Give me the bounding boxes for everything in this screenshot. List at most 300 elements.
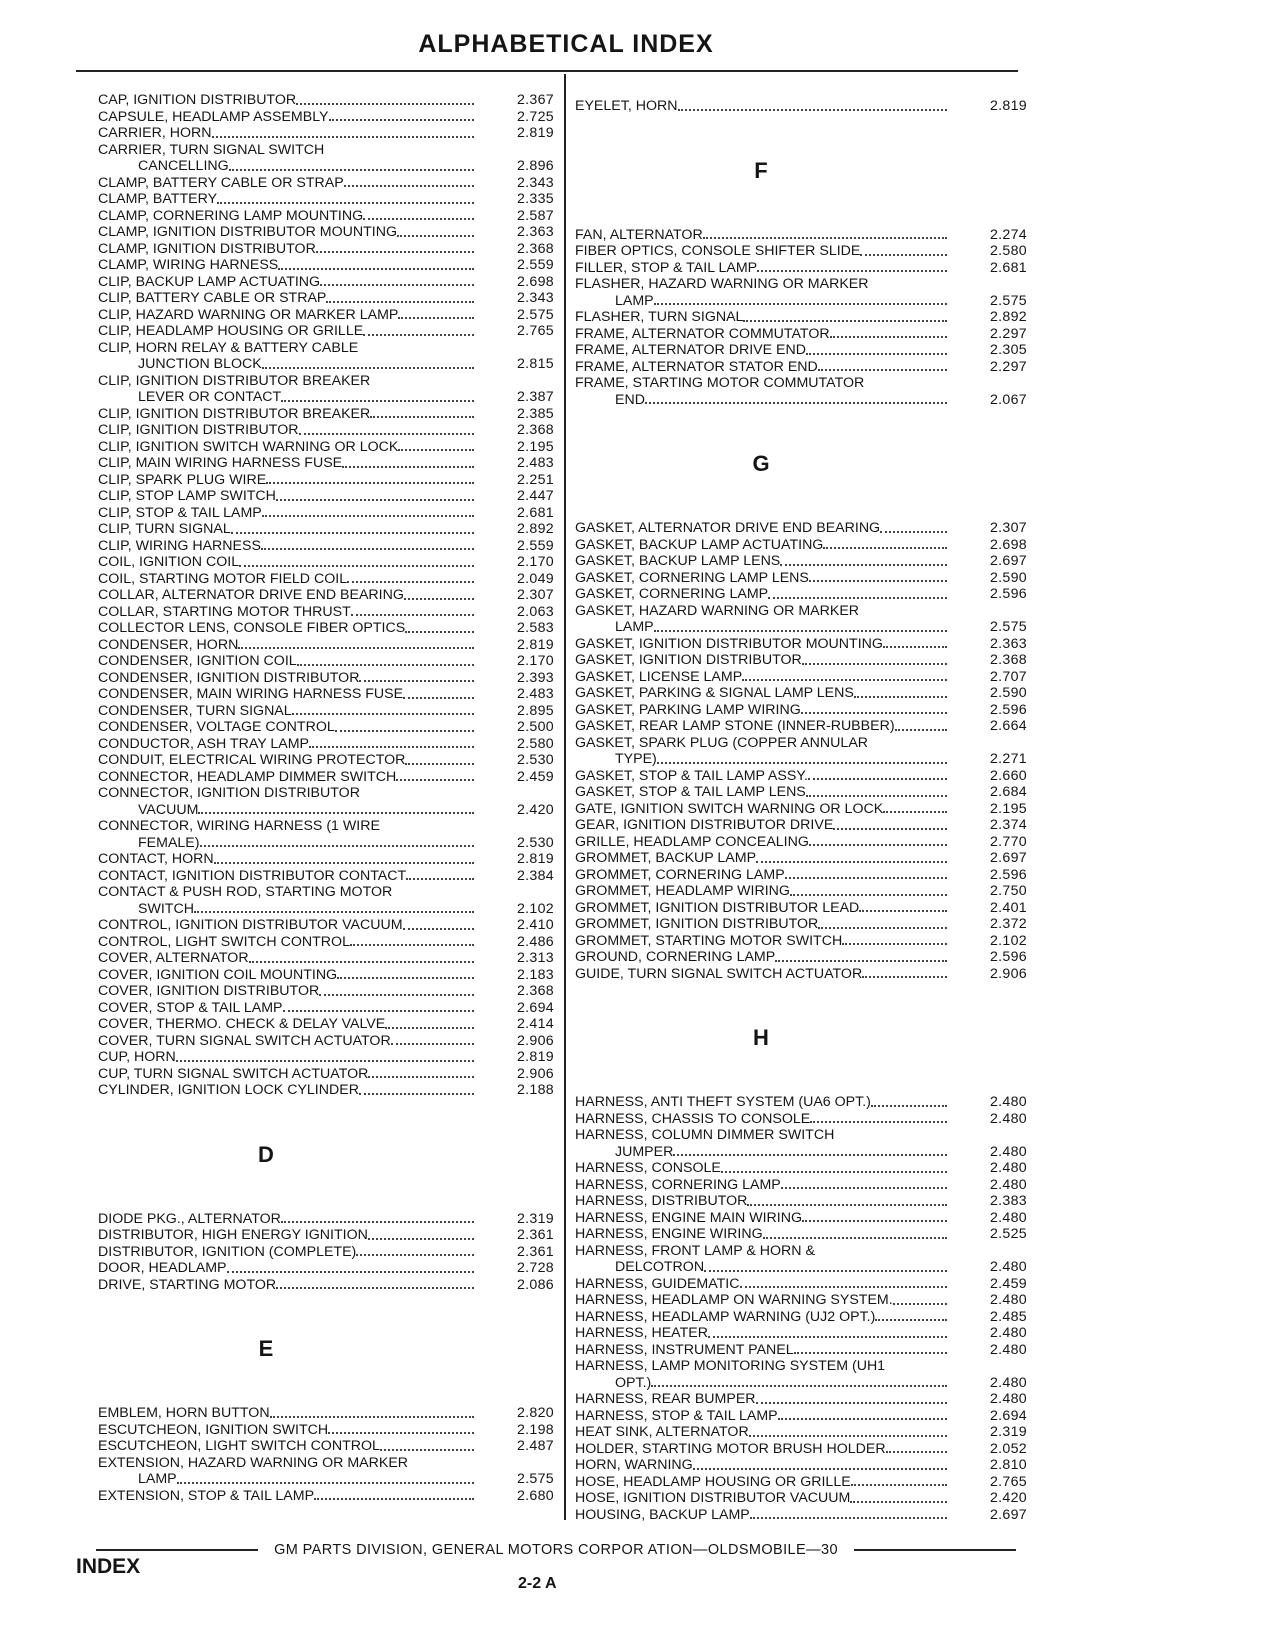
dot-leader <box>356 1251 474 1256</box>
entry-page-number: 2.698 <box>516 273 554 290</box>
entry-name: CLIP, HAZARD WARNING OR MARKER LAMP <box>98 306 399 323</box>
index-entry-heading <box>575 1127 1027 1144</box>
entry-page-number: 2.680 <box>516 1487 554 1504</box>
entry-name: CUP, HORN <box>98 1049 176 1065</box>
index-entry <box>98 1211 554 1228</box>
entry-name: COVER, IGNITION DISTRIBUTOR <box>98 983 320 999</box>
entry-page-number: 2.681 <box>516 504 554 521</box>
entry-name: FRAME, ALTERNATOR DRIVE END <box>575 342 806 358</box>
dot-leader <box>380 1446 474 1451</box>
dot-leader <box>406 875 474 880</box>
index-entry <box>575 309 1027 326</box>
entry-name: CAP, IGNITION DISTRIBUTOR <box>98 92 297 108</box>
entry-page-number: 2.525 <box>989 1226 1027 1242</box>
index-entry <box>98 835 554 852</box>
entry-name: FLASHER, HAZARD WARNING OR MARKER <box>575 276 869 292</box>
dot-leader <box>351 611 474 616</box>
index-entry <box>98 1049 554 1066</box>
dot-leader <box>833 825 947 830</box>
entry-page-number: 2.819 <box>516 125 554 141</box>
entry-name: DELCOTRON <box>615 1259 705 1275</box>
dot-leader <box>262 512 474 517</box>
entry-name: CLAMP, IGNITION DISTRIBUTOR <box>98 240 316 257</box>
index-entry <box>575 1144 1027 1161</box>
entry-page-number: 2.681 <box>989 259 1027 276</box>
dot-leader <box>370 413 474 418</box>
entry-name: GASKET, IGNITION DISTRIBUTOR <box>575 652 802 668</box>
dot-leader <box>802 660 947 665</box>
dot-leader <box>802 1217 947 1222</box>
index-entry <box>575 801 1027 818</box>
dot-leader <box>818 366 947 371</box>
entry-name: HARNESS, GUIDEMATIC <box>575 1275 740 1292</box>
dot-leader <box>860 251 947 256</box>
index-entry-heading <box>98 340 554 357</box>
index-entry <box>98 191 554 208</box>
index-entry <box>98 1405 554 1422</box>
entry-name: EXTENSION, STOP & TAIL LAMP <box>98 1487 315 1504</box>
dot-leader <box>704 1267 947 1272</box>
dot-leader <box>806 792 947 797</box>
entry-name: COVER, TURN SIGNAL SWITCH ACTUATOR <box>98 1032 391 1049</box>
entry-name: FIBER OPTICS, CONSOLE SHIFTER SLIDE <box>575 243 861 259</box>
entry-name: HARNESS, COLUMN DIMMER SWITCH <box>575 1127 835 1143</box>
index-entry <box>98 1082 554 1099</box>
index-entry <box>575 243 1027 260</box>
entry-name: CONTROL, LIGHT SWITCH CONTROL <box>98 933 350 950</box>
entry-name: CONDUCTOR, ASH TRAY LAMP <box>98 735 310 752</box>
dot-leader <box>227 1268 475 1273</box>
dot-leader <box>404 595 474 600</box>
index-entry <box>98 323 554 340</box>
entry-page-number: 2.414 <box>516 1016 554 1032</box>
index-entry <box>98 1277 554 1294</box>
index-entry <box>98 967 554 984</box>
index-entry <box>98 1422 554 1439</box>
entry-page-number: 2.725 <box>516 108 554 125</box>
index-entry <box>98 950 554 967</box>
dot-leader <box>368 1073 474 1078</box>
dot-leader <box>347 578 474 583</box>
index-entry <box>575 669 1027 686</box>
index-entry <box>575 520 1027 537</box>
entry-name: GROMMET, IGNITION DISTRIBUTOR LEAD <box>575 899 860 916</box>
entry-name: CONDENSER, HORN <box>98 636 239 653</box>
dot-leader <box>763 1234 947 1239</box>
entry-name: CLIP, STOP LAMP SWITCH <box>98 488 276 504</box>
entry-name: HOUSING, BACKUP LAMP <box>575 1506 750 1523</box>
index-entry <box>98 1244 554 1261</box>
dot-leader <box>790 891 947 896</box>
entry-page-number: 2.892 <box>989 309 1027 325</box>
entry-page-number: 2.459 <box>989 1275 1027 1292</box>
entry-name: CONTACT, HORN <box>98 851 214 867</box>
entry-page-number: 2.750 <box>989 883 1027 899</box>
footer-line <box>96 1542 1016 1558</box>
entry-name: CLAMP, BATTERY <box>98 191 218 207</box>
index-entry <box>575 685 1027 702</box>
dot-leader <box>200 842 475 847</box>
dot-leader <box>895 726 947 731</box>
index-entry <box>98 125 554 142</box>
dot-leader <box>403 694 474 699</box>
entry-name: CLIP, IGNITION DISTRIBUTOR BREAKER <box>98 372 371 389</box>
entry-name: CONDENSER, IGNITION COIL <box>98 653 297 669</box>
index-entry-heading <box>98 1455 554 1472</box>
entry-page-number: 2.188 <box>516 1082 554 1098</box>
entry-page-number: 2.697 <box>989 850 1027 866</box>
index-entry <box>98 224 554 241</box>
index-entry <box>98 92 554 109</box>
dot-leader <box>806 350 947 355</box>
dot-leader <box>309 743 474 748</box>
index-entry-heading <box>575 603 1027 620</box>
index-entry <box>575 718 1027 735</box>
entry-page-number: 2.765 <box>989 1473 1027 1490</box>
entry-name: DOOR, HEADLAMP <box>98 1260 227 1276</box>
entry-page-number: 2.697 <box>989 1506 1027 1523</box>
entry-name: CONNECTOR, IGNITION DISTRIBUTOR <box>98 785 360 801</box>
index-entry <box>575 1457 1027 1474</box>
entry-name: CLAMP, WIRING HARNESS <box>98 257 279 273</box>
index-entry <box>98 1000 554 1017</box>
entry-page-number: 2.580 <box>516 735 554 752</box>
dot-leader <box>198 809 474 814</box>
entry-page-number: 2.198 <box>516 1421 554 1438</box>
entry-page-number: 2.052 <box>989 1440 1027 1457</box>
dot-leader <box>299 430 475 435</box>
index-entry <box>575 1474 1027 1491</box>
index-entry <box>575 949 1027 966</box>
dot-leader <box>239 562 474 567</box>
entry-page-number: 2.374 <box>989 817 1027 833</box>
entry-page-number: 2.383 <box>989 1193 1027 1209</box>
dot-leader <box>654 627 947 632</box>
entry-name: CYLINDER, IGNITION LOCK CYLINDER <box>98 1082 359 1098</box>
entry-name: FEMALE) <box>138 834 200 851</box>
index-entry <box>575 1210 1027 1227</box>
entry-page-number: 2.483 <box>516 686 554 702</box>
index-entry-heading <box>98 818 554 835</box>
entry-page-number: 2.183 <box>516 966 554 983</box>
dot-leader <box>344 182 474 187</box>
index-entry <box>98 719 554 736</box>
index-entry <box>575 359 1027 376</box>
entry-name: CLIP, HORN RELAY & BATTERY CABLE <box>98 339 359 356</box>
entry-page-number: 2.480 <box>989 1176 1027 1193</box>
index-entry <box>575 1226 1027 1243</box>
entry-page-number: 2.410 <box>516 917 554 933</box>
entry-name: COLLAR, STARTING MOTOR THRUST <box>98 603 351 620</box>
dot-leader <box>398 314 474 319</box>
entry-name: DIODE PKG., ALTERNATOR <box>98 1210 281 1227</box>
index-entry <box>575 652 1027 669</box>
entry-name: HARNESS, CONSOLE <box>575 1160 721 1176</box>
dot-leader <box>177 1479 474 1484</box>
entry-page-number: 2.274 <box>989 226 1027 243</box>
entry-name: LAMP <box>138 1471 177 1487</box>
entry-page-number: 2.819 <box>516 851 554 867</box>
dot-leader <box>743 317 947 322</box>
index-entry <box>98 307 554 324</box>
entry-name: GRILLE, HEADLAMP CONCEALING <box>575 833 809 850</box>
dot-leader <box>842 940 947 945</box>
entry-name: COVER, THERMO. CHECK & DELAY VALVE <box>98 1016 386 1032</box>
entry-page-number: 2.420 <box>516 801 554 818</box>
entry-page-number: 2.447 <box>516 488 554 504</box>
entry-page-number: 2.313 <box>516 950 554 966</box>
dot-leader <box>756 858 947 863</box>
index-entry <box>98 637 554 654</box>
entry-page-number: 2.319 <box>516 1210 554 1227</box>
dot-leader <box>693 1465 947 1470</box>
index-entry <box>575 933 1027 950</box>
entry-name: END <box>615 391 645 408</box>
dot-leader <box>768 594 947 599</box>
entry-name: GROMMET, STARTING MOTOR SWITCH <box>575 932 843 949</box>
dot-leader <box>818 924 947 929</box>
dot-leader <box>794 1349 947 1354</box>
dot-leader <box>283 1007 475 1012</box>
entry-name: VACUUM <box>138 801 199 818</box>
entry-page-number: 2.384 <box>516 867 554 884</box>
entry-page-number: 2.530 <box>516 834 554 851</box>
dot-leader <box>871 1102 947 1107</box>
entry-name: CONTACT & PUSH ROD, STARTING MOTOR <box>98 884 393 900</box>
entry-name: COVER, STOP & TAIL LAMP <box>98 999 283 1016</box>
entry-page-number: 2.102 <box>989 932 1027 949</box>
section-letter: F <box>754 157 768 183</box>
entry-name: GROUND, CORNERING LAMP <box>575 949 776 965</box>
entry-name: CONTROL, IGNITION DISTRIBUTOR VACUUM <box>98 917 403 933</box>
index-entry <box>98 868 554 885</box>
entry-name: CONDENSER, VOLTAGE CONTROL <box>98 719 335 735</box>
entry-page-number: 2.575 <box>989 619 1027 635</box>
index-entry <box>98 109 554 126</box>
entry-name: FAN, ALTERNATOR <box>575 226 703 243</box>
entry-name: GROMMET, IGNITION DISTRIBUTOR <box>575 916 819 932</box>
section-letter: H <box>753 1025 769 1050</box>
index-entry <box>98 158 554 175</box>
entry-page-number: 2.483 <box>516 455 554 471</box>
index-entry <box>575 570 1027 587</box>
entry-page-number: 2.486 <box>516 933 554 950</box>
entry-page-number: 2.575 <box>989 292 1027 309</box>
entry-page-number: 2.459 <box>516 768 554 785</box>
index-entry <box>98 554 554 571</box>
index-entry-heading <box>98 785 554 802</box>
entry-page-number: 2.385 <box>516 405 554 422</box>
dot-leader <box>654 300 947 305</box>
dot-leader <box>750 1514 947 1519</box>
index-entry <box>575 768 1027 785</box>
index-entry <box>98 290 554 307</box>
footer-rule-left <box>96 1549 258 1551</box>
index-entry <box>98 439 554 456</box>
index-entry <box>575 1375 1027 1392</box>
entry-page-number: 2.393 <box>516 669 554 686</box>
dot-leader <box>823 544 947 549</box>
index-entry <box>575 227 1027 244</box>
entry-page-number: 2.368 <box>516 422 554 438</box>
entry-name: GASKET, REAR LAMP STONE (INNER-RUBBER) <box>575 718 895 734</box>
dot-leader <box>398 446 474 451</box>
entry-name: GASKET, PARKING & SIGNAL LAMP LENS <box>575 685 854 701</box>
entry-name: ESCUTCHEON, IGNITION SWITCH <box>98 1421 329 1438</box>
entry-name: CLIP, BATTERY CABLE OR STRAP <box>98 290 327 306</box>
index-entry <box>575 702 1027 719</box>
index-entry <box>98 488 554 505</box>
index-entry <box>98 472 554 489</box>
entry-name: COIL, IGNITION COIL <box>98 554 240 570</box>
entry-name: HOSE, HEADLAMP HOUSING OR GRILLE <box>575 1473 851 1490</box>
index-entry-heading <box>575 735 1027 752</box>
index-entry <box>575 1094 1027 1111</box>
entry-name: CLIP, HEADLAMP HOUSING OR GRILLE <box>98 323 364 339</box>
entry-page-number: 2.251 <box>516 471 554 488</box>
footer-division-text: GM PARTS DIVISION, GENERAL MOTORS CORPOR ATION—OLDSMOBILE—30 <box>274 1542 838 1558</box>
entry-name: COVER, ALTERNATOR <box>98 950 249 966</box>
dot-leader <box>886 1448 947 1453</box>
dot-leader <box>809 841 947 846</box>
entry-name: CLIP, IGNITION DISTRIBUTOR BREAKER <box>98 405 371 422</box>
entry-name: HARNESS, CORNERING LAMP <box>575 1176 781 1193</box>
dot-leader <box>780 561 947 566</box>
entry-name: CLIP, SPARK PLUG WIRE <box>98 471 267 488</box>
entry-name: CONNECTOR, HEADLAMP DIMMER SWITCH <box>98 768 397 785</box>
index-entry <box>575 1259 1027 1276</box>
entry-page-number: 2.480 <box>989 1160 1027 1176</box>
dot-leader <box>231 529 474 534</box>
entry-name: CUP, TURN SIGNAL SWITCH ACTUATOR <box>98 1065 369 1082</box>
index-entry <box>98 604 554 621</box>
index-entry <box>98 670 554 687</box>
index-entry <box>98 1033 554 1050</box>
entry-page-number: 2.575 <box>516 306 554 323</box>
entry-name: GASKET, HAZARD WARNING OR MARKER <box>575 602 860 619</box>
entry-page-number: 2.307 <box>516 587 554 603</box>
index-entry-heading <box>575 276 1027 293</box>
entry-name: CANCELLING <box>138 158 229 174</box>
dot-leader <box>862 973 947 978</box>
entry-page-number: 2.530 <box>516 752 554 768</box>
index-entry <box>575 850 1027 867</box>
dot-leader <box>875 1316 947 1321</box>
entry-page-number: 2.372 <box>989 916 1027 932</box>
entry-page-number: 2.596 <box>989 586 1027 602</box>
dot-leader <box>292 710 474 715</box>
entry-name: HEAT SINK, ALTERNATOR <box>575 1424 749 1440</box>
dot-leader <box>249 958 474 963</box>
dot-leader <box>883 643 947 648</box>
entry-name: CAPSULE, HEADLAMP ASSEMBLY <box>98 108 329 125</box>
entry-page-number: 2.480 <box>989 1094 1027 1110</box>
dot-leader <box>880 528 947 533</box>
dot-leader <box>405 760 474 765</box>
entry-page-number: 2.892 <box>516 521 554 537</box>
entry-name: GASKET, ALTERNATOR DRIVE END BEARING <box>575 520 881 536</box>
index-entry <box>575 1309 1027 1326</box>
index-entry <box>98 736 554 753</box>
index-entry <box>575 916 1027 933</box>
entry-page-number: 2.363 <box>516 224 554 240</box>
index-entry <box>98 934 554 951</box>
dot-leader <box>350 941 474 946</box>
dot-leader <box>194 908 474 913</box>
dot-leader <box>721 1168 947 1173</box>
entry-name: COLLAR, ALTERNATOR DRIVE END BEARING <box>98 587 404 603</box>
index-entry <box>98 653 554 670</box>
index-entry <box>98 1016 554 1033</box>
entry-name: HARNESS, REAR BUMPER <box>575 1391 756 1407</box>
dot-leader <box>328 1429 474 1434</box>
section-letter: G <box>752 451 770 476</box>
entry-name: CONNECTOR, WIRING HARNESS (1 WIRE <box>98 818 380 834</box>
entry-name: LEVER OR CONTACT <box>138 389 282 405</box>
index-entry <box>98 208 554 225</box>
index-column-right <box>575 98 1027 1523</box>
index-entry <box>98 620 554 637</box>
entry-name: HARNESS, ENGINE WIRING <box>575 1226 763 1242</box>
entry-name: CONDUIT, ELECTRICAL WIRING PROTECTOR <box>98 752 406 768</box>
entry-page-number: 2.086 <box>516 1276 554 1293</box>
dot-leader <box>281 397 474 402</box>
entry-page-number: 2.361 <box>516 1227 554 1243</box>
index-entry <box>575 1424 1027 1441</box>
dot-leader <box>316 248 474 253</box>
dot-leader <box>337 974 474 979</box>
entry-name: CLAMP, IGNITION DISTRIBUTOR MOUNTING <box>98 224 398 240</box>
entry-name: HARNESS, INSTRUMENT PANEL <box>575 1341 794 1358</box>
column-divider <box>564 74 566 1520</box>
entry-page-number: 2.368 <box>989 652 1027 668</box>
dot-leader <box>266 479 474 484</box>
dot-leader <box>368 1235 474 1240</box>
entry-name: CONTACT, IGNITION DISTRIBUTOR CONTACT <box>98 867 407 884</box>
dot-leader <box>785 874 947 879</box>
entry-page-number: 2.480 <box>989 1391 1027 1407</box>
dot-leader <box>645 399 947 404</box>
index-entry <box>575 326 1027 343</box>
index-entry <box>575 553 1027 570</box>
entry-page-number: 2.480 <box>989 1110 1027 1127</box>
dot-leader <box>385 1024 474 1029</box>
entry-name: GUIDE, TURN SIGNAL SWITCH ACTUATOR <box>575 965 863 982</box>
dot-leader <box>391 1040 474 1045</box>
entry-name: CLIP, WIRING HARNESS <box>98 537 261 554</box>
page-number: 2-2 A <box>518 1575 557 1592</box>
entry-name: HARNESS, ENGINE MAIN WIRING <box>575 1209 803 1226</box>
index-entry <box>98 769 554 786</box>
entry-page-number: 2.587 <box>516 207 554 224</box>
index-entry <box>98 422 554 439</box>
entry-name: CLAMP, CORNERING LAMP MOUNTING <box>98 207 364 224</box>
entry-name: COLLECTOR LENS, CONSOLE FIBER OPTICS <box>98 620 406 636</box>
entry-name: GASKET, PARKING LAMP WIRING <box>575 701 801 718</box>
dot-leader <box>757 267 947 272</box>
index-entry <box>575 883 1027 900</box>
entry-page-number: 2.906 <box>516 1032 554 1049</box>
dot-leader <box>296 100 474 105</box>
index-entry-heading <box>98 373 554 390</box>
index-entry <box>575 1292 1027 1309</box>
index-entry <box>575 619 1027 636</box>
index-entry-heading <box>575 1243 1027 1260</box>
entry-page-number: 2.480 <box>989 1374 1027 1391</box>
index-entry <box>575 1391 1027 1408</box>
index-entry <box>98 901 554 918</box>
dot-leader <box>703 234 947 239</box>
